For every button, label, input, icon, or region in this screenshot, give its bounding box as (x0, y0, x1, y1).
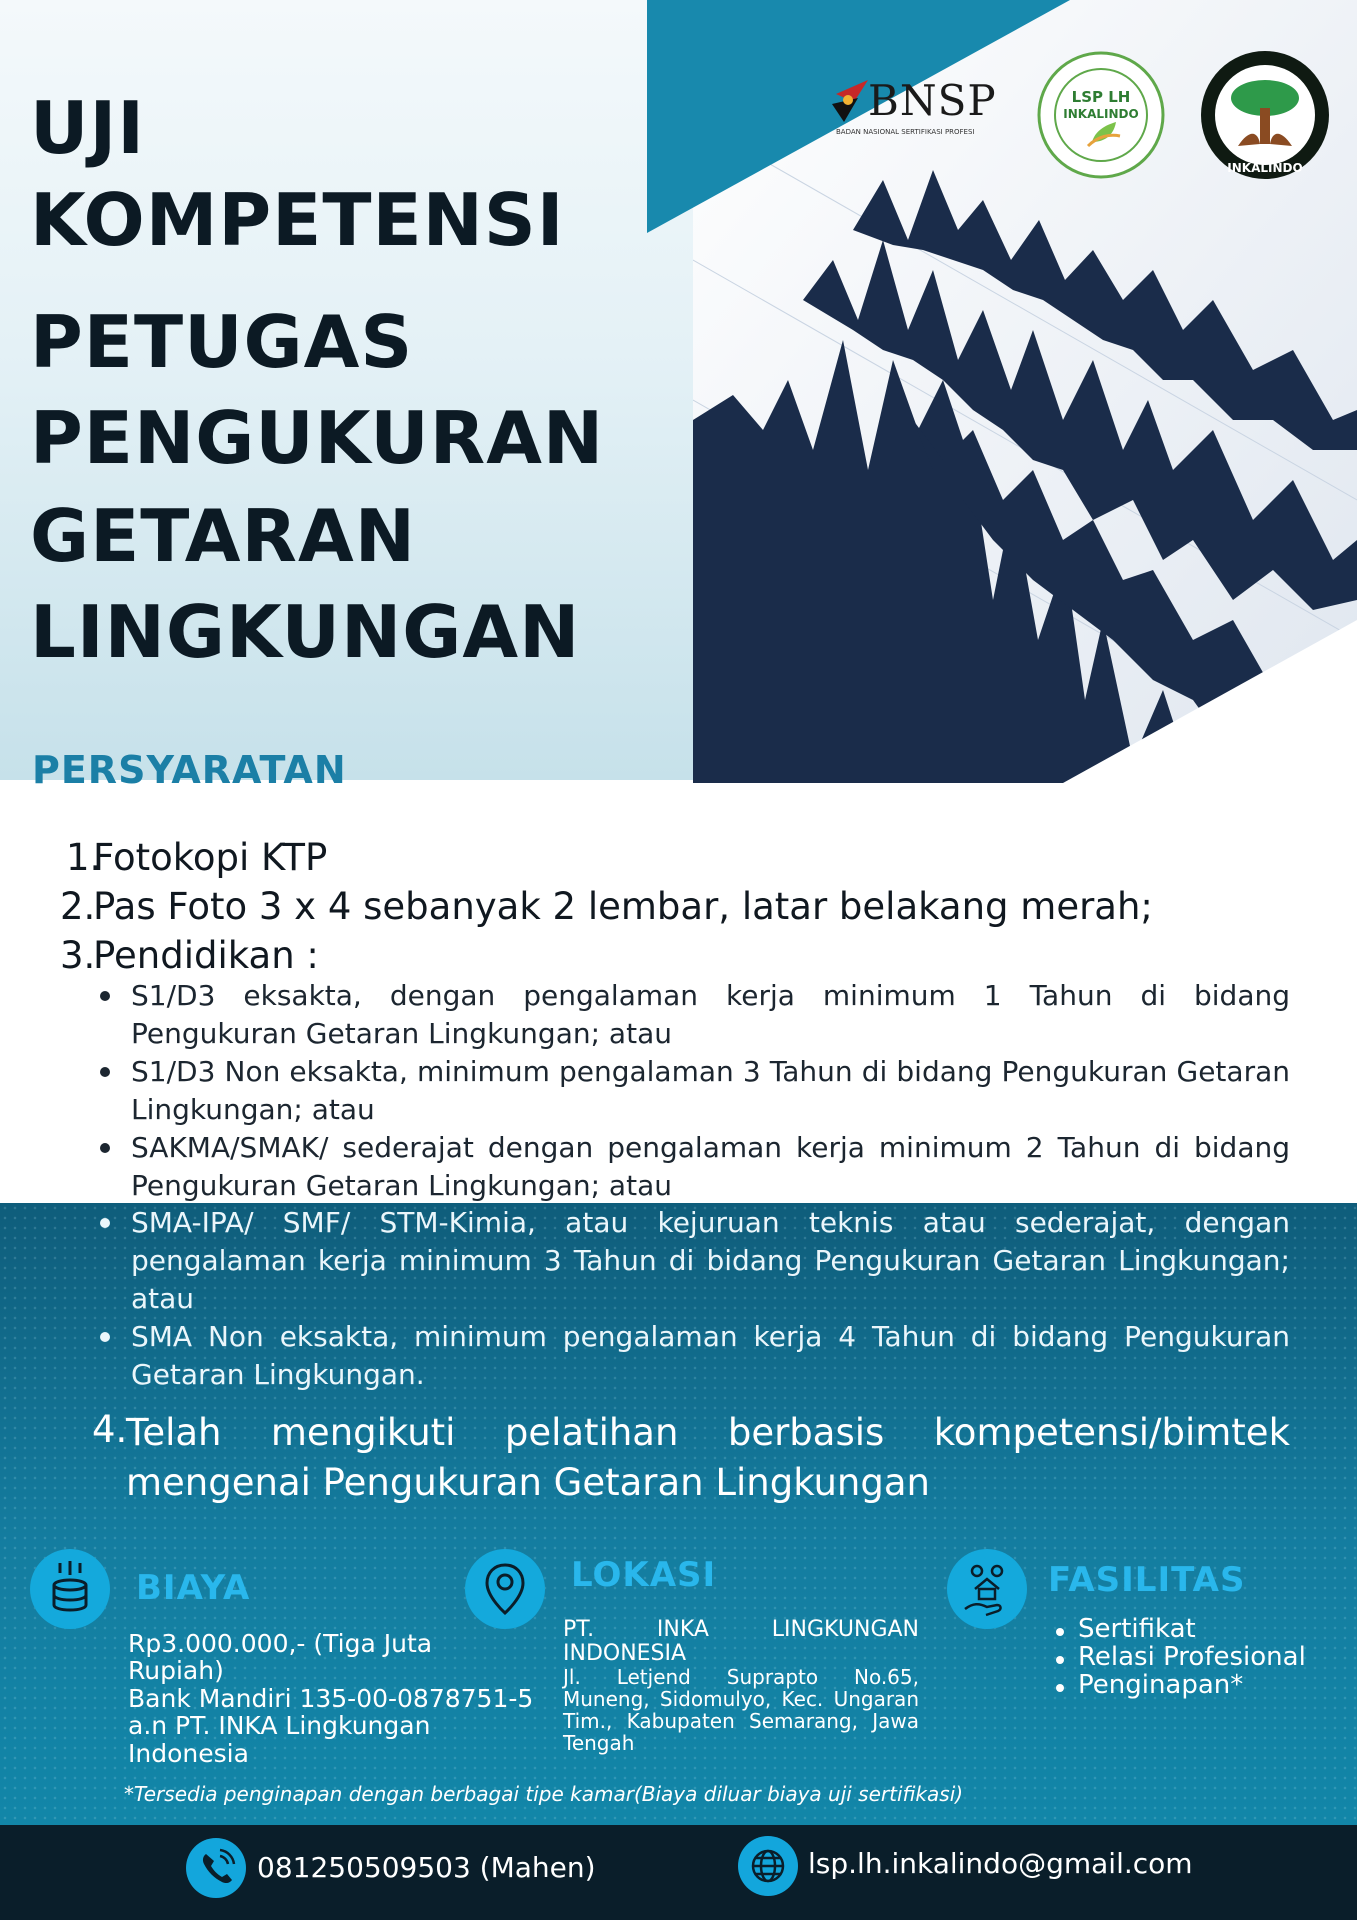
biaya-line: a.n PT. INKA Lingkungan (128, 1711, 431, 1740)
globe-icon (738, 1836, 798, 1896)
phone-number[interactable]: 081250509503 (Mahen) (257, 1851, 596, 1884)
requirement-item: Fotokopi KTP (93, 836, 328, 879)
requirement-number: 2. (60, 885, 96, 928)
title-line-5: GETARAN (30, 494, 416, 578)
inkalindo-logo (1198, 48, 1332, 182)
title-line-4: PENGUKURAN (30, 396, 605, 480)
accommodation-note: *Tersedia penginapan dengan berbagai tipe kamar(Biaya diluar biaya uji sertifikasi) (124, 1782, 964, 1806)
bnsp-emblem-icon (828, 74, 872, 130)
biaya-line: Rp3.000.000,- (Tiga Juta (128, 1629, 433, 1658)
hand-house-icon (947, 1549, 1027, 1629)
fasilitas-heading: FASILITAS (1048, 1560, 1246, 1600)
requirement-number: 3. (60, 934, 96, 977)
bnsp-wordmark: BNSP (868, 76, 997, 125)
requirement-number: 4. (92, 1408, 128, 1451)
title-line-3: PETUGAS (30, 300, 414, 384)
requirement-item: Pas Foto 3 x 4 sebanyak 2 lembar, latar belakang merah; (93, 885, 1153, 928)
lsp-logo-text-bottom: INKALINDO (1063, 107, 1139, 121)
requirement-item: Pendidikan : (93, 934, 319, 977)
bnsp-logo (828, 70, 1008, 142)
inkalindo-logo-text: INKALINDO (1227, 161, 1303, 175)
bullet-icon (100, 1218, 110, 1228)
title-line-1: UJI (30, 86, 146, 170)
fasilitas-item: Penginapan* (1078, 1670, 1244, 1700)
biaya-line: Bank Mandiri 135-00-0878751-5 (128, 1684, 534, 1713)
bullet-icon (1056, 1628, 1064, 1636)
title-line-2: KOMPETENSI (30, 178, 565, 262)
lokasi-company: PT. INKA LINGKUNGAN INDONESIA (563, 1617, 919, 1666)
bullet-icon (100, 991, 110, 1001)
education-item: S1/D3 eksakta, dengan pengalaman kerja minimum 1 Tahun di bidang Pengukuran Getaran Lingkungan; atau (131, 979, 1290, 1050)
bullet-icon (100, 1143, 110, 1153)
fasilitas-item: Relasi Profesional (1078, 1642, 1306, 1672)
biaya-heading: BIAYA (136, 1568, 251, 1608)
bullet-icon (100, 1332, 110, 1342)
phone-icon (186, 1838, 246, 1898)
biaya-line: Indonesia (128, 1739, 249, 1768)
lokasi-address: Jl. Letjend Suprapto No.65, Muneng, Sidomulyo, Kec. Ungaran Tim., Kabupaten Semarang, Jawa Tengah (563, 1665, 919, 1755)
fasilitas-item: Sertifikat (1078, 1614, 1196, 1644)
education-item: SAKMA/SMAK/ sederajat dengan pengalaman kerja minimum 2 Tahun di bidang Pengukuran Getaran Lingkungan; atau (131, 1131, 1290, 1202)
requirement-number: 1. (66, 836, 102, 879)
location-pin-icon (465, 1549, 545, 1629)
education-item: S1/D3 Non eksakta, minimum pengalaman 3 Tahun di bidang Pengukuran Getaran Lingkungan; atau (131, 1055, 1290, 1126)
bullet-icon (1056, 1684, 1064, 1692)
requirements-heading: PERSYARATAN (32, 748, 347, 792)
title-line-6: LINGKUNGAN (30, 590, 581, 674)
education-item: SMA-IPA/ SMF/ STM-Kimia, atau kejuruan teknis atau sederajat, dengan pengalaman kerja minimum 3 Tahun di bidang Pengukuran Getaran Lingkungan; atau (131, 1206, 1290, 1315)
bullet-icon (1056, 1656, 1064, 1664)
education-item: SMA Non eksakta, minimum pengalaman kerja 4 Tahun di bidang Pengukuran Getaran Lingkungan. (131, 1320, 1290, 1391)
requirement-item: Telah mengikuti pelatihan berbasis kompetensi/bimtek mengenai Pengukuran Getaran Lingkungan (126, 1411, 1290, 1504)
email-address[interactable]: lsp.lh.inkalindo@gmail.com (808, 1847, 1193, 1880)
biaya-line: Rupiah) (128, 1656, 224, 1685)
bnsp-subtitle: BADAN NASIONAL SERTIFIKASI PROFESI (836, 128, 975, 136)
bullet-icon (100, 1067, 110, 1077)
lokasi-heading: LOKASI (571, 1555, 717, 1595)
coins-icon (30, 1549, 110, 1629)
lsp-logo-text-top: LSP LH (1071, 88, 1131, 106)
lsp-lh-inkalindo-logo (1036, 50, 1166, 180)
